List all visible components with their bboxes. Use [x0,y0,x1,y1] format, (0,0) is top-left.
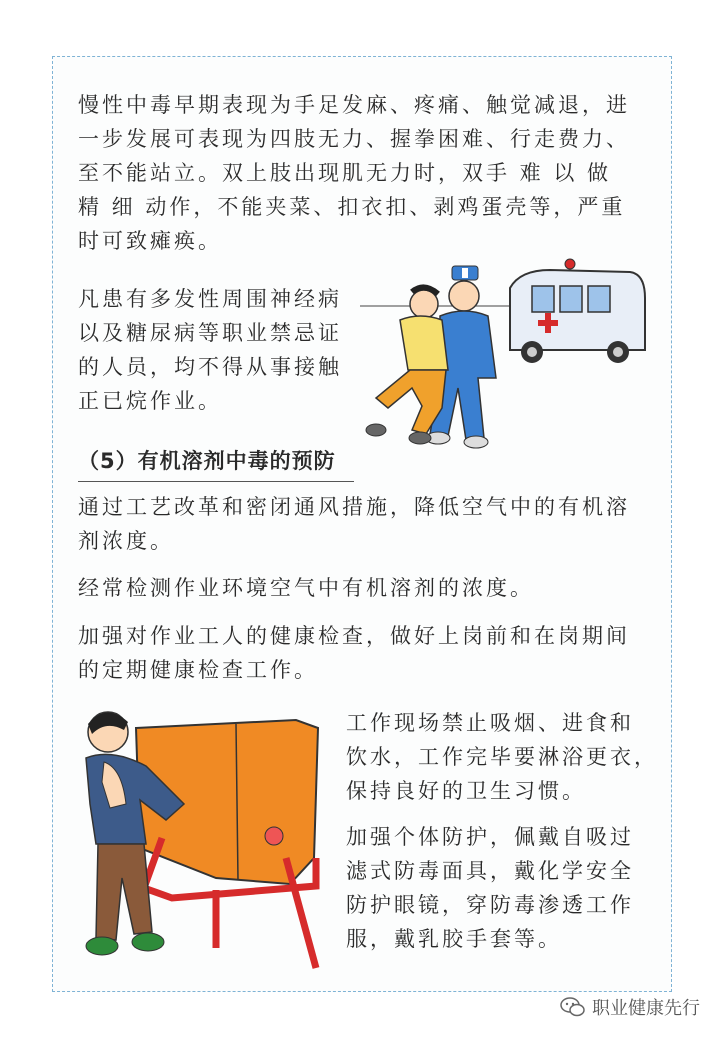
watermark [560,994,700,1020]
text-line: 工作现场禁止吸烟、进食和 [346,711,634,735]
text-line: 服，戴乳胶手套等。 [346,927,562,951]
text-line: 保持良好的卫生习惯。 [346,779,586,803]
text-line: 加强对作业工人的健康检查，做好上岗前和在岗期间 [78,624,630,648]
text-line: 防护眼镜，穿防毒渗透工作 [346,893,634,917]
text-line: 通过工艺改革和密闭通风措施，降低空气中的有机溶 [78,495,630,519]
text-line: 精 细 动作，不能夹菜、扣衣扣、剥鸡蛋壳等，严重 [78,195,626,219]
text-line: 的人员，均不得从事接触 [78,355,342,379]
text-line: 以及糖尿病等职业禁忌证 [78,321,342,345]
text-line: 剂浓度。 [78,529,174,553]
text-line: 正已烷作业。 [78,389,222,413]
paragraph-monitoring: 经常检测作业环境空气中有机溶剂的浓度。 [78,576,534,600]
text-line: 一步发展可表现为四肢无力、握拳困难、行走费力、 [78,127,630,151]
text-line: 加强个体防护，佩戴自吸过 [346,825,634,849]
text-line: 凡患有多发性周围神经病 [78,287,342,311]
wechat-icon [560,996,586,1018]
ambulance-rescue-illustration [360,258,650,454]
ambulance-icon [510,259,645,363]
solvent-tank-icon [136,720,318,968]
section-heading: （5）有机溶剂中毒的预防 [78,449,336,473]
text-line: 至不能站立。双上肢出现肌无力时，双手 难 以 做 [78,161,612,185]
text-line: 滤式防毒面具，戴化学安全 [346,859,634,883]
watermark-text: 职业健康先行 [592,998,700,1019]
text-line: 慢性中毒早期表现为手足发麻、疼痛、触觉减退，进 [78,93,630,117]
solvent-worker-illustration [66,708,330,978]
text-line: 饮水，工作完毕要淋浴更衣， [346,745,658,769]
heading-underline [78,481,354,482]
text-line: 的定期健康检查工作。 [78,658,318,682]
text-line: 时可致瘫痪。 [78,229,222,253]
